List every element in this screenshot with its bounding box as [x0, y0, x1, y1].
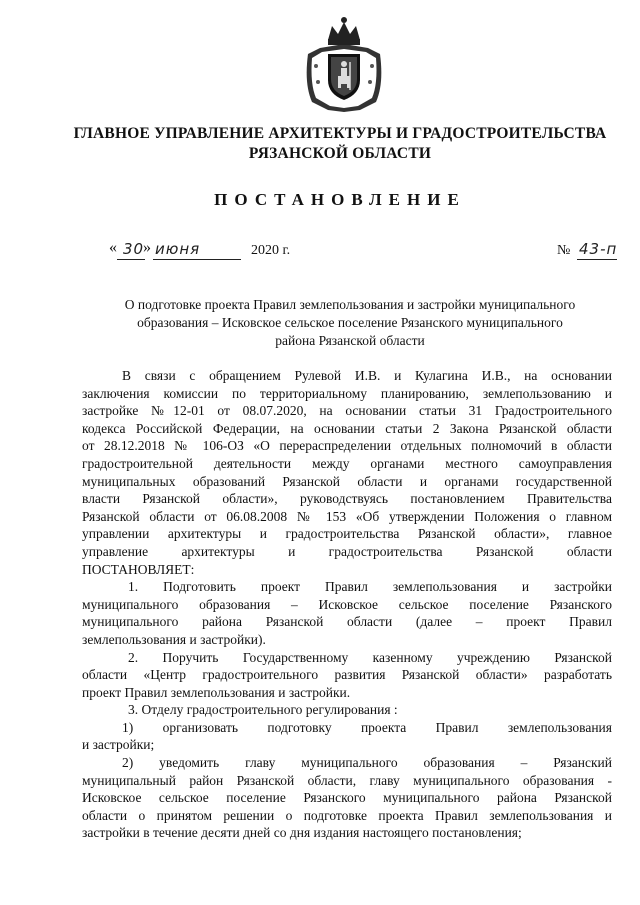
item-2-line: проект Правил землепользования и застройки. — [82, 684, 351, 700]
item-1-line: 1. Подготовить проект Правил землепользования и застройки — [128, 579, 612, 595]
body-line: муниципальных образований Рязанской области и органами государственной — [82, 473, 612, 489]
document-type-title: ПОСТАНОВЛЕНИЕ — [214, 190, 466, 209]
subject-line: района Рязанской области — [275, 333, 425, 348]
number-value-handwritten: 43-п — [579, 240, 618, 258]
item-3-1-line: 1) организовать подготовку проекта Правил землепользования — [122, 719, 612, 735]
item-3-2-line: муниципальный район Рязанской области, главу муниципального образования - — [82, 772, 612, 788]
item-3-line: 3. Отделу градостроительного регулирования : — [128, 702, 398, 718]
item-2-line: области «Центр градостроительного развития Рязанской области» разработать — [82, 667, 612, 683]
number-underline — [577, 259, 617, 260]
item-3-2-line: 2) уведомить главу муниципального образования – Рязанский — [122, 755, 612, 771]
body-line: управление архитектуры и градостроительства Рязанской области — [82, 543, 612, 559]
agency-name-line1: ГЛАВНОЕ УПРАВЛЕНИЕ АРХИТЕКТУРЫ И ГРАДОСТРОИТЕЛЬСТВА — [73, 125, 607, 142]
coat-of-arms-emblem — [298, 14, 390, 114]
item-3-1-line: и застройки; — [82, 737, 155, 753]
item-3-2-line: Исковское сельское поселение Рязанского муниципального района Рязанской — [82, 790, 612, 806]
agency-name-line2: РЯЗАНСКОЙ ОБЛАСТИ — [248, 145, 432, 162]
decree-word: ПОСТАНОВЛЯЕТ: — [82, 561, 195, 577]
body-line: управлении архитектуры и градостроительства Рязанской области», главное — [82, 526, 612, 542]
body-line: застройке №12-01 от 08.07.2020, на основании статьи 31 Градостроительного — [82, 403, 612, 419]
date-day-underline — [117, 259, 145, 260]
body-line: заключения комиссии по территориальному планированию, землепользованию и — [82, 385, 612, 401]
date-month-handwritten: июня — [155, 240, 201, 258]
date-day-handwritten: 30 — [123, 240, 145, 258]
item-3-2-line: застройки в течение десяти дней со дня издания настоящего постановления; — [82, 825, 522, 841]
item-2-line: 2. Поручить Государственному казенному учреждению Рязанской — [128, 649, 612, 665]
body-line: власти Рязанской области», руководствуясь постановлением Правительства — [82, 491, 612, 507]
body-line: от 28.12.2018 № 106-ОЗ «О перераспределении отдельных полномочий в области — [82, 438, 612, 454]
body-line: кодекса Российской Федерации, на основании статьи 2 Закона Рязанской области — [82, 420, 612, 436]
body-line: В связи с обращением Рулевой И.В. и Кулагина И.В., на основании — [122, 368, 612, 383]
date-year: 2020 г. — [251, 243, 291, 258]
document-subject — [70, 296, 630, 350]
item-1-line: землепользования и застройки). — [82, 631, 266, 647]
document-body — [82, 367, 612, 842]
body-line: градостроительной деятельности между органами местного самоуправления — [82, 455, 612, 471]
subject-line: образования – Исковское сельское поселение Рязанского муниципального — [137, 315, 563, 330]
subject-line: О подготовке проекта Правил землепользования и застройки муниципального — [124, 297, 576, 312]
date-close-quote: » — [143, 239, 151, 256]
number-sign: № — [557, 243, 571, 258]
date-open-quote: « — [109, 239, 117, 256]
item-1-line: муниципального района Рязанской области (далее – проект Правил — [82, 614, 612, 630]
item-1-line: муниципального образования – Исковское сельское поселение Рязанского — [82, 596, 612, 612]
body-line: Рязанской области от 06.08.2008 № 153 «Об утверждении Положения о главном — [82, 508, 612, 524]
item-3-2-line: области о принятом решении о подготовке проекта Правил землепользования и — [82, 807, 612, 823]
date-month-underline — [153, 259, 241, 260]
